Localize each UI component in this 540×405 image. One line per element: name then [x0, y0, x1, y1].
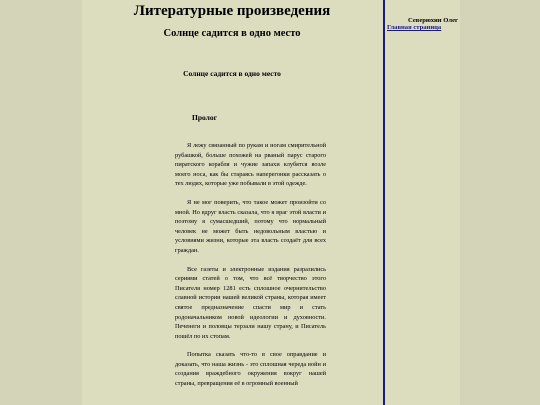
left-margin	[0, 0, 82, 405]
section-heading: Пролог	[192, 113, 218, 122]
sidebar	[383, 0, 462, 405]
work-subtitle: Солнце садится в одно место	[183, 69, 281, 78]
paragraph: Я не мог поверить, что такое может произойти со мной. Но вдруг власть сказала, что я враг этой власти и поэтому я сумасшедший, потому что нормальный человек не может быть недовольным властью и условиями жизни, которые эта власть создаёт для всех граждан.	[175, 198, 326, 254]
author-name: Северюхин Олег	[408, 17, 458, 24]
home-page-link[interactable]: Главная страница	[387, 24, 442, 31]
story-text	[175, 141, 326, 398]
work-title: Солнце садится в одно место	[163, 28, 301, 39]
paragraph: Все газеты и электронные издания разразились сериями статей о том, что всё творчество этого Писателя номер 1281 есть сплошное очернительство славной истории нашей великой страны, которая имеет святое предназначение спасти мир и стать родоначальником новой идеологии и духовности. Печенеги и половцы терзали нашу страну, и Писатель пошёл по их стопам.	[175, 265, 326, 340]
right-margin	[460, 0, 540, 405]
site-title: Литературные произведения	[133, 3, 331, 19]
main-content	[82, 0, 382, 405]
paragraph: Попытка сказать что-то в свое оправдание и доказать, что наша жизнь - это сплошная череда войн и создания враждебного окружения вокруг нашей страны, превращения её в огромный военный	[175, 351, 326, 388]
paragraph: Я лежу связанный по рукам и ногам смирительной рубашкой, больше похожей на рваный парус старого пиратского корабля и чужие запахи клубятся возле моего носа, как бы стараясь наперегонки рассказать о тех людях, которые уже побывали в этой одежде.	[175, 142, 326, 188]
